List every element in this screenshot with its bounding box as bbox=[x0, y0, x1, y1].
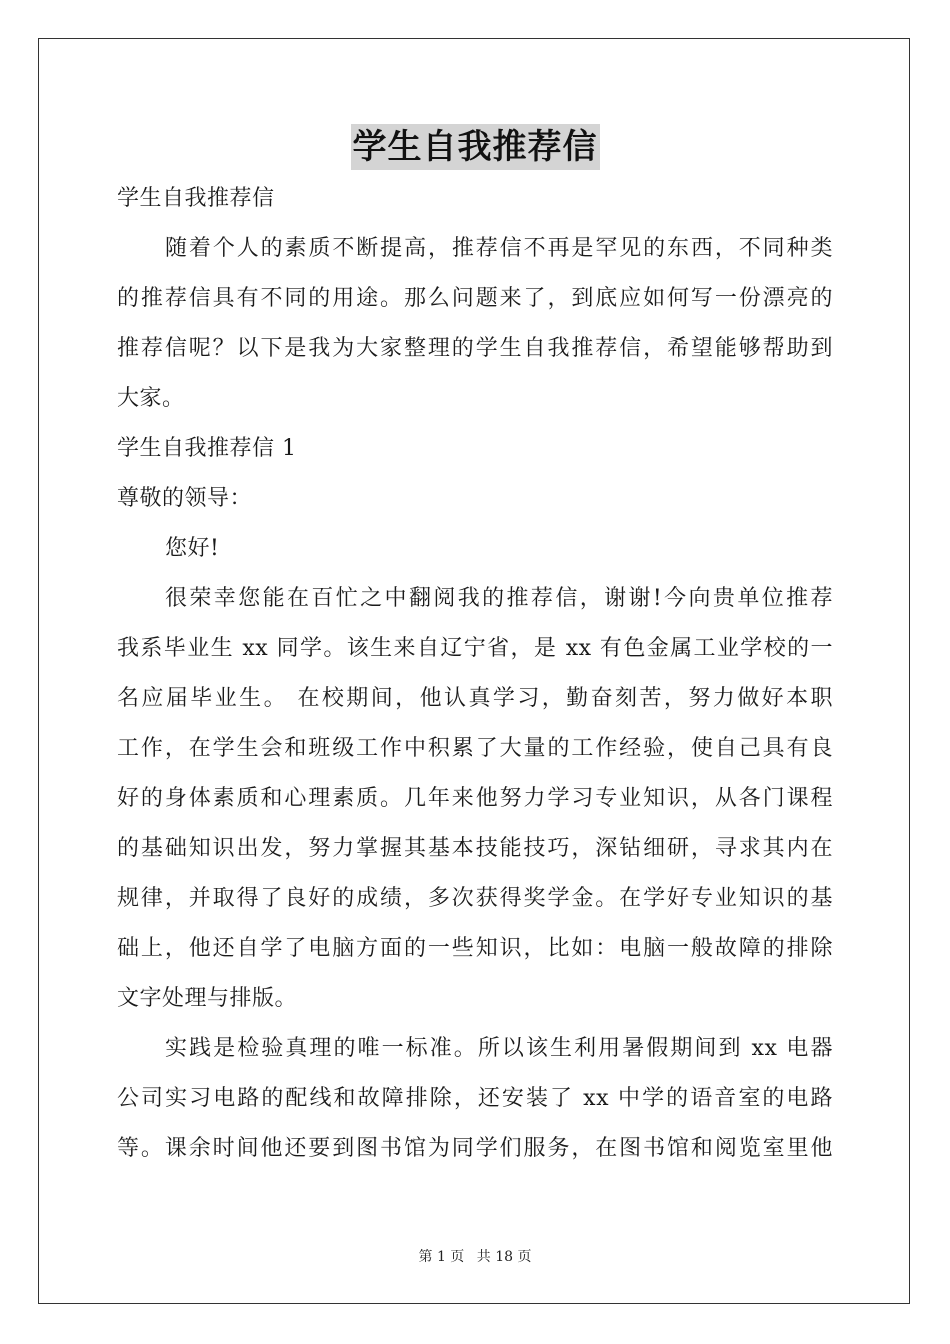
text-line: 我系毕业生 xx 同学。该生来自辽宁省，是 xx 有色金属工业学校的一 bbox=[117, 636, 833, 661]
page-total: 共 18 页 bbox=[476, 1249, 532, 1265]
text-line: 实践是检验真理的唯一标准。所以该生利用暑假期间到 xx 电器 bbox=[165, 1036, 833, 1061]
text-line: 工作，在学生会和班级工作中积累了大量的工作经验，使自己具有良 bbox=[117, 736, 833, 761]
text-line: 尊敬的领导： bbox=[117, 486, 253, 511]
text-line: 推荐信呢？以下是我为大家整理的学生自我推荐信，希望能够帮助到 bbox=[117, 336, 833, 361]
text-line: 随着个人的素质不断提高，推荐信不再是罕见的东西，不同种类 bbox=[165, 236, 833, 261]
text-line: 的推荐信具有不同的用途。那么问题来了，到底应如何写一份漂亮的 bbox=[117, 286, 833, 311]
title-container bbox=[0, 124, 950, 170]
text-line: 好的身体素质和心理素质。几年来他努力学习专业知识，从各门课程 bbox=[117, 786, 833, 811]
text-line: 名应届毕业生。 在校期间，他认真学习，勤奋刻苦，努力做好本职 bbox=[117, 686, 833, 711]
text-line: 您好! bbox=[165, 536, 220, 561]
text-line: 的基础知识出发，努力掌握其基本技能技巧，深钻细研，寻求其内在 bbox=[117, 836, 833, 861]
text-line: 学生自我推荐信 bbox=[117, 186, 275, 211]
page-number: 第 1 页 bbox=[418, 1249, 465, 1265]
text-line: 公司实习电路的配线和故障排除，还安装了 xx 中学的语音室的电路 bbox=[117, 1086, 833, 1111]
text-line: 大家。 bbox=[117, 386, 185, 411]
text-line: 文字处理与排版。 bbox=[117, 986, 298, 1011]
page-footer bbox=[0, 1246, 950, 1266]
text-line: 础上，他还自学了电脑方面的一些知识，比如：电脑一般故障的排除 bbox=[117, 936, 833, 961]
document-body bbox=[117, 174, 833, 1174]
document-title: 学生自我推荐信 bbox=[351, 124, 600, 170]
text-line: 很荣幸您能在百忙之中翻阅我的推荐信，谢谢!今向贵单位推荐 bbox=[165, 586, 833, 611]
text-line: 等。课余时间他还要到图书馆为同学们服务，在图书馆和阅览室里他 bbox=[117, 1136, 833, 1161]
text-line: 规律，并取得了良好的成绩，多次获得奖学金。在学好专业知识的基 bbox=[117, 886, 833, 911]
text-line: 学生自我推荐信 1 bbox=[117, 436, 297, 461]
